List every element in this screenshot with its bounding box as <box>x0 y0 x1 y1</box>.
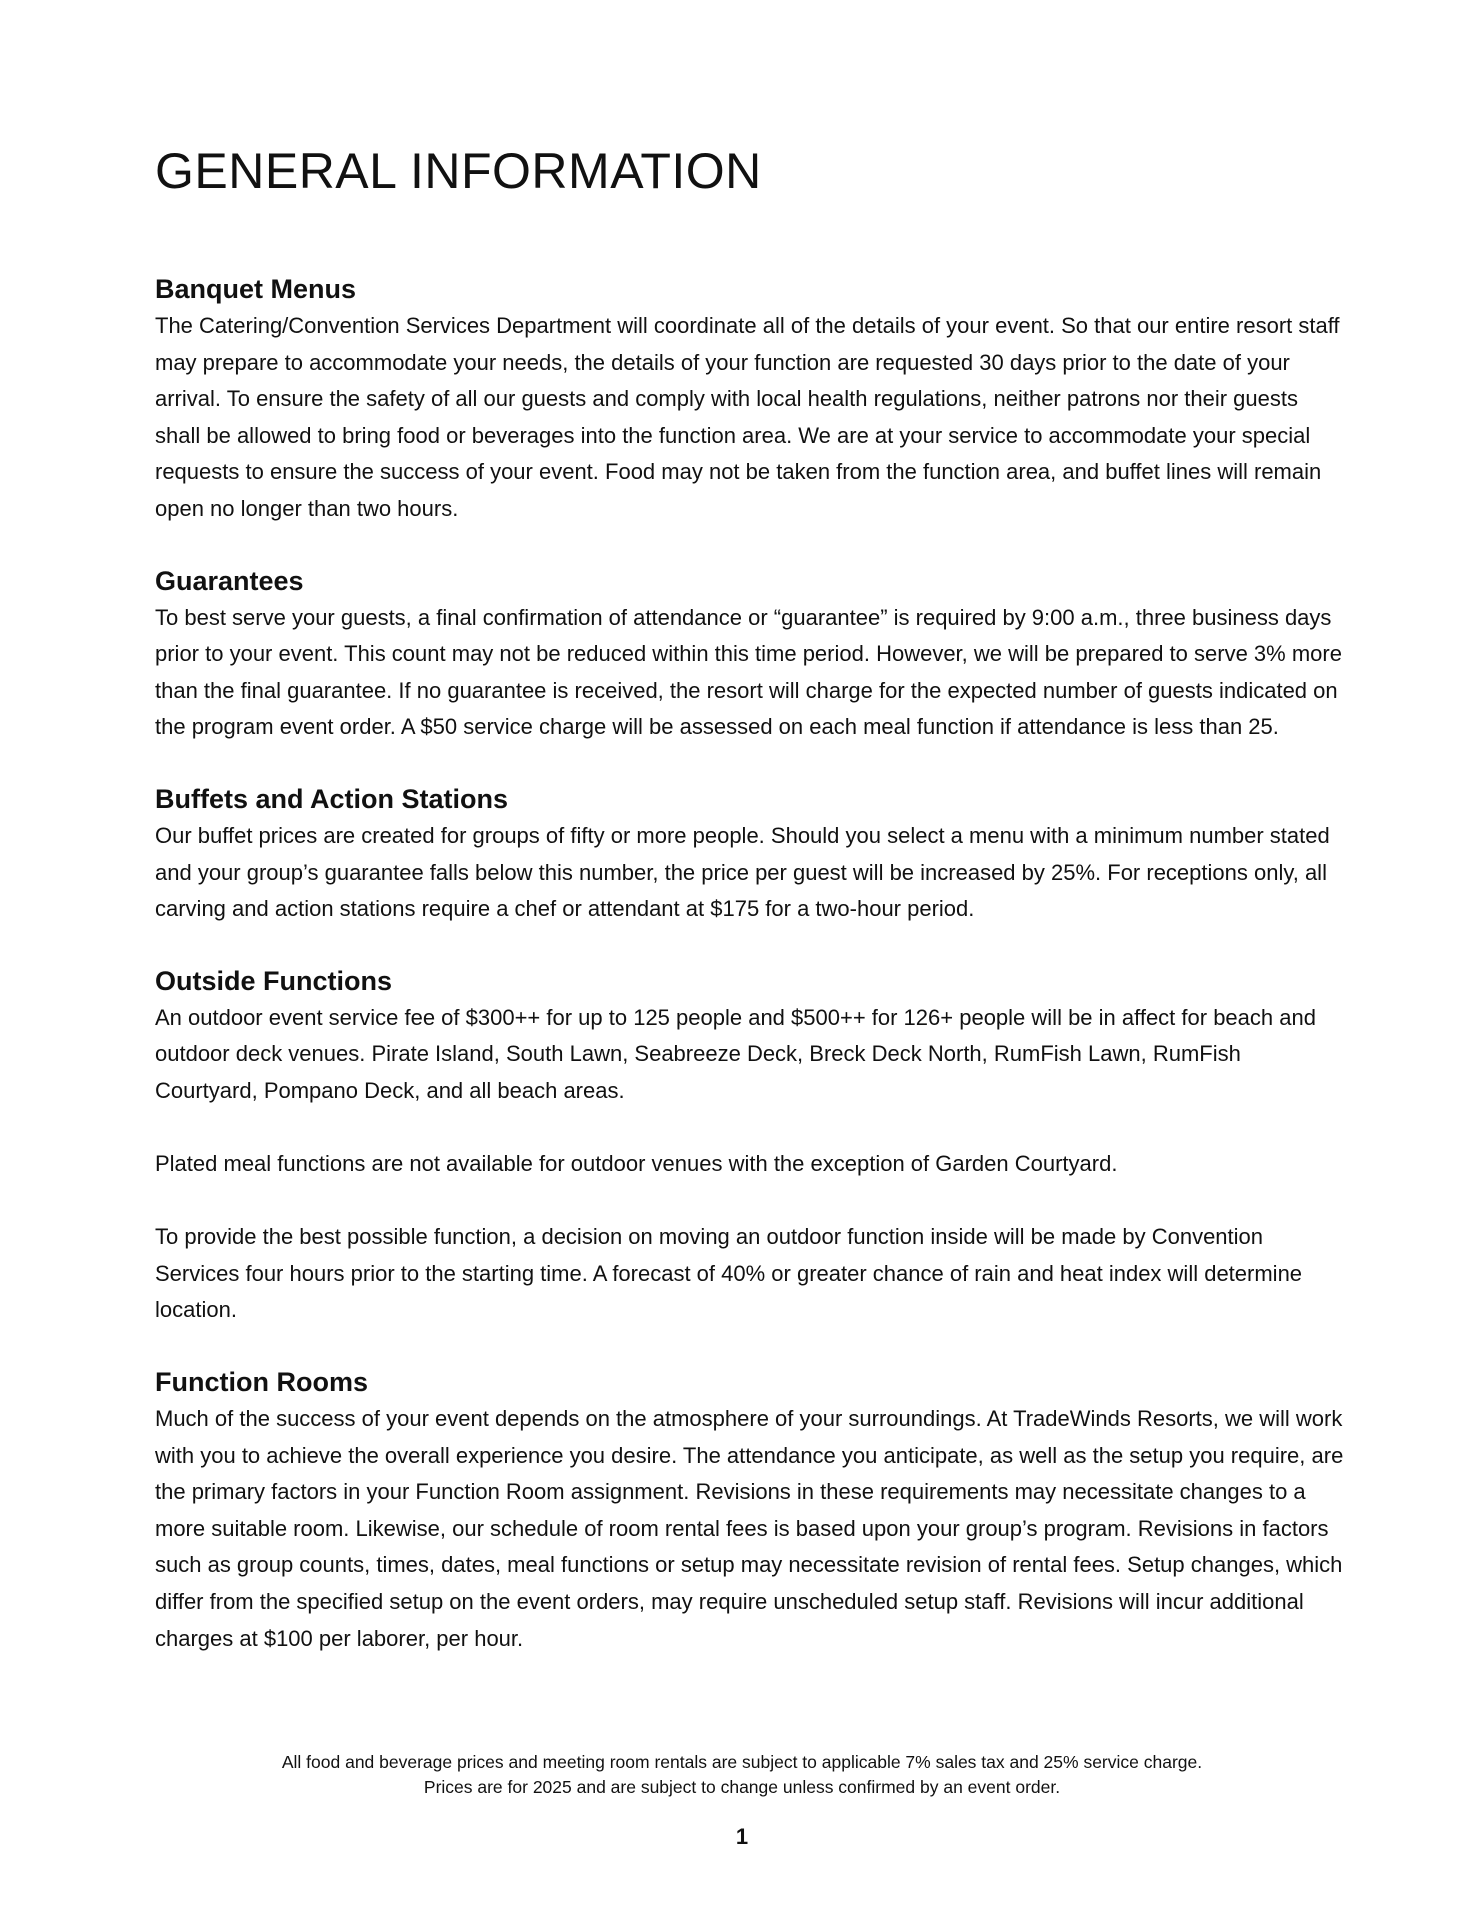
section-outside-functions <box>155 964 1345 1329</box>
section-paragraph: Plated meal functions are not available for outdoor venues with the exception of Garden Courtyard. <box>155 1151 1118 1177</box>
section-heading: Outside Functions <box>155 965 393 996</box>
document-page <box>155 138 1345 1693</box>
section-heading: Banquet Menus <box>155 274 357 304</box>
footer-line-tax: All food and beverage prices and meeting room rentals are subject to applicable 7% sales tax and 25% service charge. <box>281 1752 1203 1772</box>
section-buffets-action-stations <box>155 782 1345 928</box>
section-paragraph: The Catering/Convention Services Department will coordinate all of the details of your event. So that our entire resort staff may prepare to accommodate your needs, the details of your function are requested 30 days prior to the date of your arrival. To ensure the safety of all our guests and comply with local health regulations, neither patrons nor their guests shall be allowed to bring food or beverages into the function area. We are at your service to accommodate your special requests to ensure the success of your event. Food may not be taken from the function area, and buffet lines will remain open no longer than two hours. <box>155 313 1340 521</box>
footer-line-prices: Prices are for 2025 and are subject to change unless confirmed by an event order. <box>423 1777 1061 1797</box>
page-number: 1 <box>735 1824 749 1849</box>
section-function-rooms <box>155 1365 1345 1657</box>
section-guarantees <box>155 564 1345 746</box>
section-paragraph: An outdoor event service fee of $300++ for up to 125 people and $500++ for 126+ people will be in affect for beach and outdoor deck venues. Pirate Island, South Lawn, Seabreeze Deck, Breck Deck North, RumFish Lawn, RumFish Courtyard, Pompano Deck, and all beach areas. <box>155 1004 1316 1103</box>
section-heading: Function Rooms <box>155 1367 368 1398</box>
section-paragraph: Our buffet prices are created for groups of fifty or more people. Should you select a menu with a minimum number stated and your group’s guarantee falls below this number, the price per guest will be increased by 25%. For receptions only, all carving and action stations require a chef or attendant at $175 for a two-hour period. <box>155 822 1330 922</box>
section-paragraph: To provide the best possible function, a decision on moving an outdoor function inside will be made by Convention Services four hours prior to the starting time. A forecast of 40% or greater chance of rain and heat index will determine location. <box>155 1224 1303 1323</box>
section-heading: Guarantees <box>155 565 304 596</box>
section-heading: Buffets and Action Stations <box>155 783 509 814</box>
footer-note <box>0 1750 1484 1800</box>
section-paragraph: To best serve your guests, a final confirmation of attendance or “guarantee” is required by 9:00 a.m., three business days prior to your event. This count may not be reduced within this time period. However, we will be prepared to serve 3% more than the final guarantee. If no guarantee is received, the resort will charge for the expected number of guests indicated on the program event order. A $50 service charge will be assessed on each meal function if attendance is less than 25. <box>155 604 1342 740</box>
page-title: GENERAL INFORMATION <box>155 143 762 199</box>
section-paragraph: Much of the success of your event depends on the atmosphere of your surroundings. At TradeWinds Resorts, we will work with you to achieve the overall experience you desire. The attendance you anticipate, as well as the setup you require, are the primary factors in your Function Room assignment. Revisions in these requirements may necessitate changes to a more suitable room. Likewise, our schedule of room rental fees is based upon your group’s program. Revisions in factors such as group counts, times, dates, meal functions or setup may necessitate revision of rental fees. Setup changes, which differ from the specified setup on the event orders, may require unscheduled setup staff. Revisions will incur additional charges at $100 per laborer, per hour. <box>155 1406 1344 1651</box>
section-banquet-menus <box>155 272 1345 528</box>
